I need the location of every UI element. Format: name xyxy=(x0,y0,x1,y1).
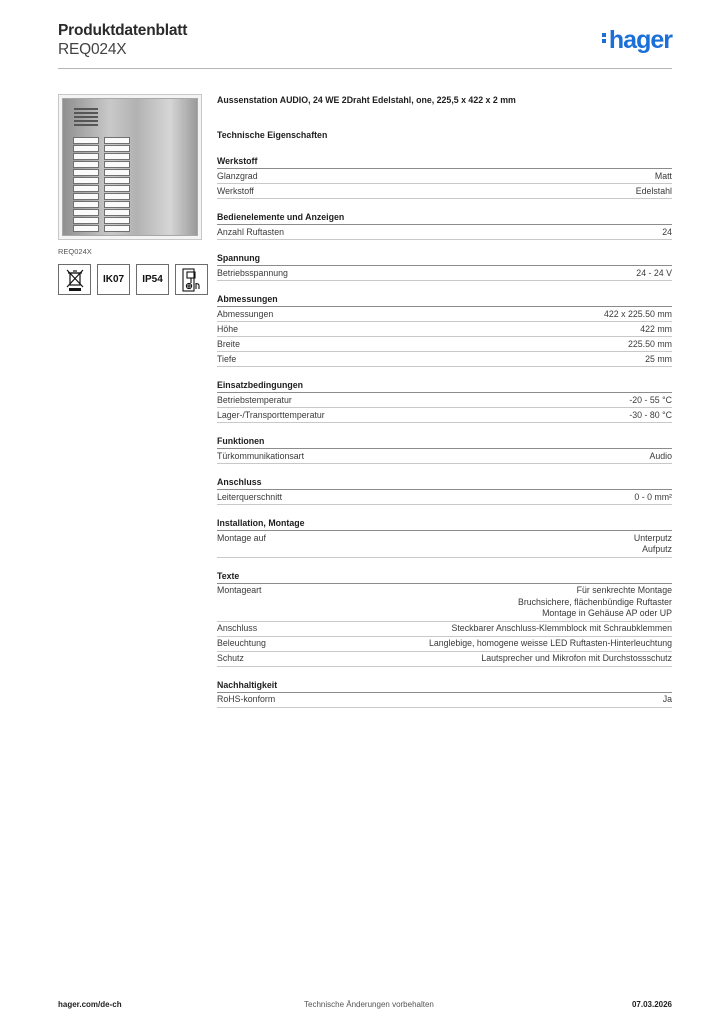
spec-value xyxy=(640,324,672,336)
section-title: Nachhaltigkeit xyxy=(217,680,672,693)
product-description: Aussenstation AUDIO, 24 WE 2Draht Edelstahl, one, 225,5 x 422 x 2 mm xyxy=(217,95,516,105)
spec-value-line: 24 - 24 V xyxy=(636,267,672,278)
section-title: Funktionen xyxy=(217,436,672,449)
spec-row xyxy=(217,322,672,337)
spec-value xyxy=(636,268,672,280)
call-button xyxy=(104,161,130,168)
section-title: Spannung xyxy=(217,253,672,266)
spec-key: Anzahl Ruftasten xyxy=(217,226,284,237)
spec-row xyxy=(217,622,672,637)
spec-key: Leiterquerschnitt xyxy=(217,491,283,502)
call-button xyxy=(104,185,130,192)
spec-value xyxy=(655,171,672,183)
spec-value xyxy=(629,410,672,422)
logo-dots-icon xyxy=(602,31,608,45)
spec-row xyxy=(217,352,672,367)
spec-key: Lager-/Transporttemperatur xyxy=(217,409,325,420)
spec-key: Abmessungen xyxy=(217,308,274,319)
spec-section xyxy=(217,253,672,281)
weee-bin-icon xyxy=(58,264,91,295)
spec-value xyxy=(629,395,672,407)
call-button xyxy=(73,137,99,144)
call-button xyxy=(73,145,99,152)
product-image-label: REQ024X xyxy=(58,247,92,256)
section-title: Abmessungen xyxy=(217,294,672,307)
call-button xyxy=(104,153,130,160)
spec-key: Glanzgrad xyxy=(217,170,258,181)
spec-row xyxy=(217,266,672,281)
speaker-slot xyxy=(74,124,98,126)
call-button xyxy=(73,217,99,224)
spec-row xyxy=(217,184,672,199)
spec-row xyxy=(217,449,672,464)
document-title: Produktdatenblatt xyxy=(58,22,188,39)
spec-value-line: Aufputz xyxy=(642,544,672,554)
call-button xyxy=(73,201,99,208)
spec-value-line: 422 x 225.50 mm xyxy=(604,308,672,319)
spec-key: Höhe xyxy=(217,323,239,334)
spec-section xyxy=(217,571,672,667)
spec-value xyxy=(481,653,672,665)
spec-value xyxy=(634,492,672,504)
spec-key: Betriebstemperatur xyxy=(217,394,292,405)
spec-row xyxy=(217,693,672,708)
spec-value-line: -30 - 80 °C xyxy=(629,409,672,420)
speaker-slot xyxy=(74,112,98,114)
call-button xyxy=(104,201,130,208)
product-column xyxy=(58,94,210,295)
spec-value-line: 0 - 0 mm² xyxy=(634,491,672,502)
ik-rating-badge: IK07 xyxy=(97,264,130,295)
section-title: Installation, Montage xyxy=(217,518,672,531)
spec-value-line: 24 xyxy=(662,226,672,237)
spec-section xyxy=(217,477,672,505)
spec-row xyxy=(217,225,672,240)
footer-date: 07.03.2026 xyxy=(631,1000,672,1009)
speaker-slot xyxy=(74,116,98,118)
call-button xyxy=(73,185,99,192)
spec-value-line: Steckbarer Anschluss-Klemmblock mit Schraubklemmen xyxy=(451,623,672,633)
hager-logo xyxy=(602,26,672,55)
spec-section xyxy=(217,294,672,367)
footer-notice: Technische Änderungen vorbehalten xyxy=(304,1000,434,1009)
product-image xyxy=(62,98,198,236)
spec-value-line: Lautsprecher und Mikrofon mit Durchstossschutz xyxy=(481,653,672,663)
specification-content xyxy=(217,95,672,708)
spec-section xyxy=(217,156,672,199)
spec-key: Türkommunikationsart xyxy=(217,450,305,461)
speaker-slot xyxy=(74,108,98,110)
spec-row xyxy=(217,307,672,322)
spec-key: Anschluss xyxy=(217,623,258,633)
spec-row xyxy=(217,169,672,184)
mounting-symbol-icon xyxy=(175,264,208,295)
spec-section xyxy=(217,518,672,558)
spec-row xyxy=(217,584,672,622)
spec-value-line: Edelstahl xyxy=(635,185,672,196)
spec-key: Beleuchtung xyxy=(217,638,266,648)
spec-section xyxy=(217,436,672,464)
section-title: Bedienelemente und Anzeigen xyxy=(217,212,672,225)
spec-section xyxy=(217,212,672,240)
spec-value xyxy=(662,227,672,239)
spec-value xyxy=(429,638,672,650)
spec-row xyxy=(217,337,672,352)
spec-value-line: Für senkrechte Montage xyxy=(576,585,672,595)
call-button xyxy=(104,209,130,216)
spec-value-line: -20 - 55 °C xyxy=(629,394,672,405)
call-button xyxy=(104,193,130,200)
spec-row xyxy=(217,490,672,505)
spec-section xyxy=(217,380,672,423)
ip-rating-badge: IP54 xyxy=(136,264,169,295)
call-button xyxy=(73,177,99,184)
call-button xyxy=(104,145,130,152)
spec-value xyxy=(604,309,672,321)
footer-website: hager.com/de-ch xyxy=(58,1000,122,1009)
call-button xyxy=(104,137,130,144)
logo-text: hager xyxy=(608,26,672,54)
spec-key: Montage auf xyxy=(217,532,266,543)
spec-value-line: Langlebige, homogene weisse LED Ruftasten-Hinterleuchtung xyxy=(428,638,672,648)
spec-row xyxy=(217,637,672,652)
spec-value-line: Unterputz xyxy=(633,532,672,543)
spec-key: Werkstoff xyxy=(217,185,254,196)
call-button xyxy=(104,169,130,176)
call-button xyxy=(73,193,99,200)
spec-key: Tiefe xyxy=(217,353,237,364)
spec-value-line: 25 mm xyxy=(645,353,672,364)
spec-sections xyxy=(217,156,672,708)
call-button xyxy=(104,217,130,224)
spec-value-line: Ja xyxy=(662,694,672,704)
spec-key: Breite xyxy=(217,338,240,349)
spec-value-line: 225.50 mm xyxy=(627,338,672,349)
spec-value xyxy=(452,623,673,635)
call-button xyxy=(73,169,99,176)
spec-value-line: Bruchsichere, flächenbündige Ruftaster xyxy=(517,596,672,607)
call-button xyxy=(104,225,130,232)
product-code: REQ024X xyxy=(58,41,127,58)
certification-badges xyxy=(58,264,210,295)
call-button xyxy=(73,225,99,232)
section-title: Werkstoff xyxy=(217,156,672,169)
spec-value xyxy=(518,585,672,620)
section-title: Einsatzbedingungen xyxy=(217,380,672,393)
page-header xyxy=(58,22,672,68)
spec-key: RoHS-konform xyxy=(217,694,276,704)
spec-value-line: Audio xyxy=(649,450,672,461)
call-button xyxy=(104,177,130,184)
spec-key: Montageart xyxy=(217,585,262,595)
header-divider xyxy=(58,68,672,69)
technical-properties-heading: Technische Eigenschaften xyxy=(217,130,328,140)
spec-value-line: Matt xyxy=(654,170,672,181)
section-title: Anschluss xyxy=(217,477,672,490)
spec-value xyxy=(634,533,672,556)
spec-value xyxy=(636,186,672,198)
spec-key: Schutz xyxy=(217,653,244,663)
spec-value-line: Montage in Gehäuse AP oder UP xyxy=(542,608,672,618)
spec-value-line: 422 mm xyxy=(640,323,672,334)
call-button xyxy=(73,209,99,216)
call-button xyxy=(73,161,99,168)
spec-value xyxy=(650,451,673,463)
speaker-slot xyxy=(74,120,98,122)
spec-section xyxy=(217,680,672,708)
spec-value xyxy=(645,354,672,366)
spec-value xyxy=(628,339,672,351)
spec-value xyxy=(663,694,672,706)
spec-row xyxy=(217,408,672,423)
section-title: Texte xyxy=(217,571,672,584)
product-image-frame xyxy=(58,94,202,240)
spec-row xyxy=(217,652,672,667)
call-button xyxy=(73,153,99,160)
spec-key: Betriebsspannung xyxy=(217,267,288,278)
spec-row xyxy=(217,531,672,558)
spec-row xyxy=(217,393,672,408)
